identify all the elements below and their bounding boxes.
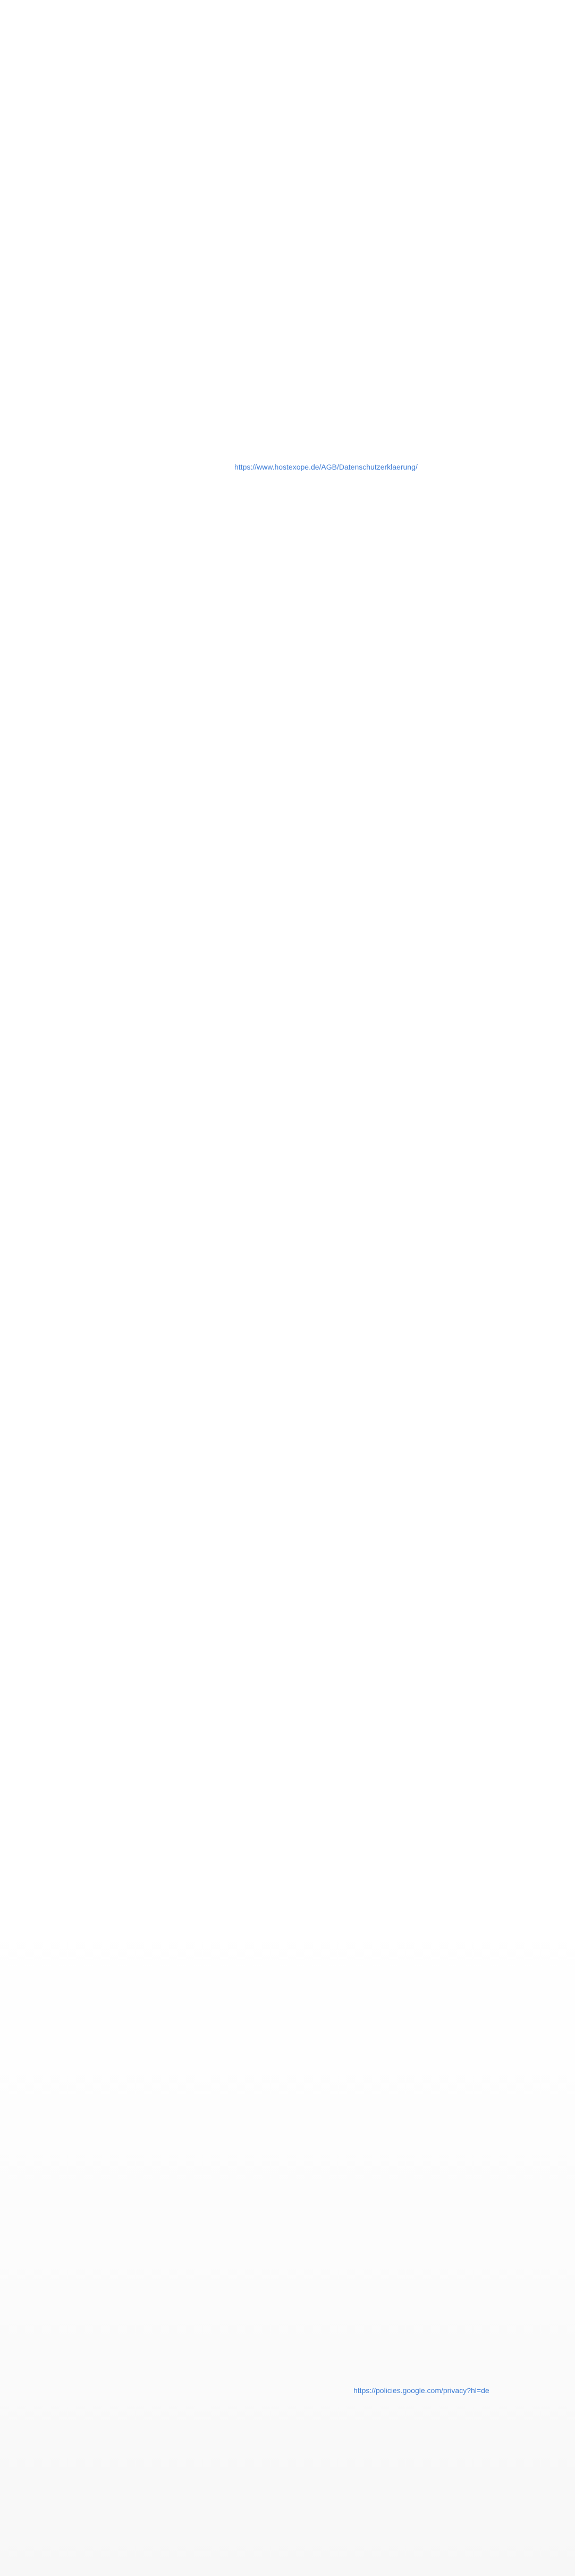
google-privacy-link[interactable]: https://policies.google.com/privacy?hl=de <box>353 2386 489 2395</box>
hostexpe-privacy-link[interactable]: https://www.hostexope.de/AGB/Datenschutzerklaerung/ <box>234 463 418 471</box>
